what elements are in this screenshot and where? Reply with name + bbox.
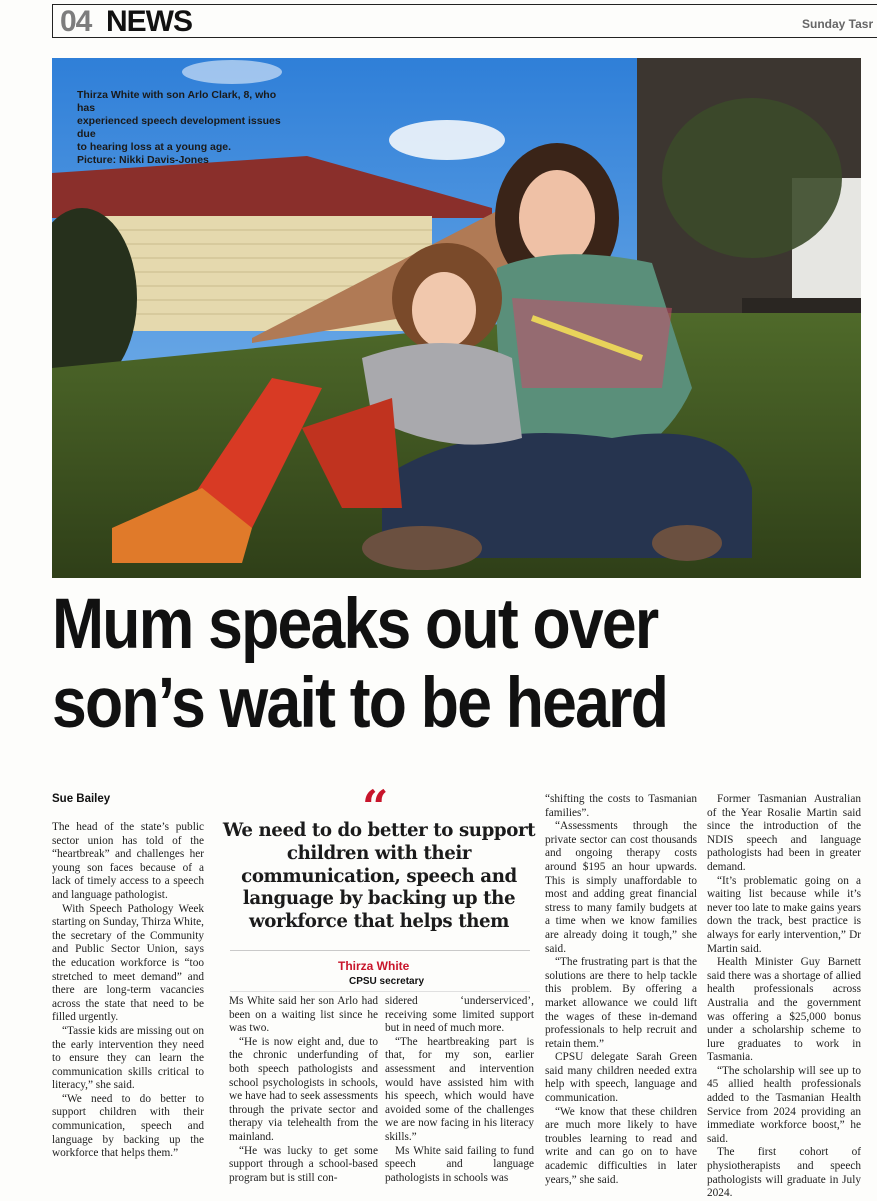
paragraph: “We know that these children are much more likely to have troubles learning to read and write and can go on to have academic difficulties in later years,” she said.	[545, 1105, 697, 1186]
paragraph: “The frustrating part is that the solutions are there to help tackle this problem. By offering a market allowance we could lift the wages of these in-demand professionals to help recruit and retain them.”	[545, 956, 697, 1050]
paragraph: Ms White said her son Arlo had been on a waiting list since he was two.	[229, 995, 378, 1035]
paragraph: “We need to do better to support children with their communication, speech and language by backing up the workforce that helps them.”	[52, 1092, 204, 1160]
paragraph: “He is now eight and, due to the chronic underfunding of both speech pathologists and school psychologists in schools, we have had to seek assessments through the private sector and therapy via telehealth from the mainland.	[229, 1035, 378, 1143]
paragraph: “The heartbreaking part is that, for my son, earlier assessment and intervention would have assisted him with his speech, which would have avoided some of the challenges we are now facing in his literacy skills.”	[385, 1035, 534, 1143]
paragraph: With Speech Pathology Week starting on Sunday, Thirza White, the secretary of the Community and Public Sector Union, says the education workforce is “too stretched to meet demand” and there are long-term vacancies across the state that need to be filled urgently.	[52, 902, 204, 1024]
article-column-5	[707, 793, 861, 1201]
paragraph: CPSU delegate Sarah Green said many children needed extra help with speech, language and communication.	[545, 1051, 697, 1105]
paragraph: Ms White said failing to fund speech and language pathologists in schools was	[385, 1144, 534, 1184]
caption-line: Thirza White with son Arlo Clark, 8, who has	[77, 89, 277, 114]
quote-mark-icon: “	[362, 780, 389, 834]
article-column-2	[229, 995, 378, 1185]
paragraph: The head of the state’s public sector union has told of the “heartbreak” and challenges her young son faces because of a lack of timely access to a speech and language pathologist.	[52, 821, 204, 901]
headline-line-2: son’s wait to be heard	[52, 664, 668, 743]
pull-quote-title: CPSU secretary	[349, 976, 425, 987]
photo-credit: Picture: Nikki Davis-Jones	[77, 154, 209, 166]
headline-line-1: Mum speaks out over	[52, 585, 658, 664]
paragraph: “He was lucky to get some support through a school-based program but is still con-	[229, 1144, 378, 1184]
paragraph: “Assessments through the private sector can cost thousands and ongoing therapy costs around $195 an hour upwards. This is simply unaffordable to most and adding great financial stress to many family budgets at a time when we know families are already doing it tough,” she said.	[545, 820, 697, 955]
paragraph: “shifting the costs to Tasmanian families”.	[545, 793, 697, 819]
paragraph: Health Minister Guy Barnett said there was a shortage of allied health professionals across Australia and the government was offering a $25,000 bonus under a scholarship scheme to lure graduates to work in Tasmania.	[707, 956, 861, 1064]
masthead: Sunday Tasr	[802, 17, 874, 31]
paragraph: sidered ‘underserviced’, receiving some limited support but in need of much more.	[385, 995, 534, 1035]
paragraph: Former Tasmanian Australian of the Year Rosalie Martin said since the introduction of the NDIS speech and language pathologists had been in greater demand.	[707, 793, 861, 873]
article-headline	[52, 585, 774, 743]
divider	[230, 991, 530, 992]
article-column-3	[385, 995, 534, 1185]
section-label: NEWS	[106, 5, 192, 38]
byline: Sue Bailey	[52, 793, 111, 805]
caption-line: experienced speech development issues due	[77, 115, 281, 140]
page-number: 04	[60, 5, 92, 38]
pull-quote: We need to do better to support children with their communication, speech and language by backing up the workforce that helps them	[222, 820, 536, 933]
article-column-1	[52, 821, 204, 1161]
photo-caption	[77, 89, 297, 167]
divider	[230, 950, 530, 951]
caption-line: to hearing loss at a young age.	[77, 141, 232, 153]
pull-quote-attribution: Thirza White	[338, 959, 410, 973]
article-column-4	[545, 793, 697, 1187]
paragraph: The first cohort of physiotherapists and speech pathologists will graduate in July 2024.	[707, 1146, 861, 1200]
paragraph: “Tassie kids are missing out on the early intervention they need to ensure they can learn the communication skills critical to literacy,” she said.	[52, 1024, 204, 1092]
paragraph: “It’s problematic going on a waiting list because while it’s never too late to make gains years down the track, best practice is always for early intervention,” Dr Martin said.	[707, 874, 861, 955]
paragraph: “The scholarship will see up to 45 allied health professionals added to the Tasmanian Health Service from 2024 providing an immediate workforce boost,” he said.	[707, 1064, 861, 1145]
